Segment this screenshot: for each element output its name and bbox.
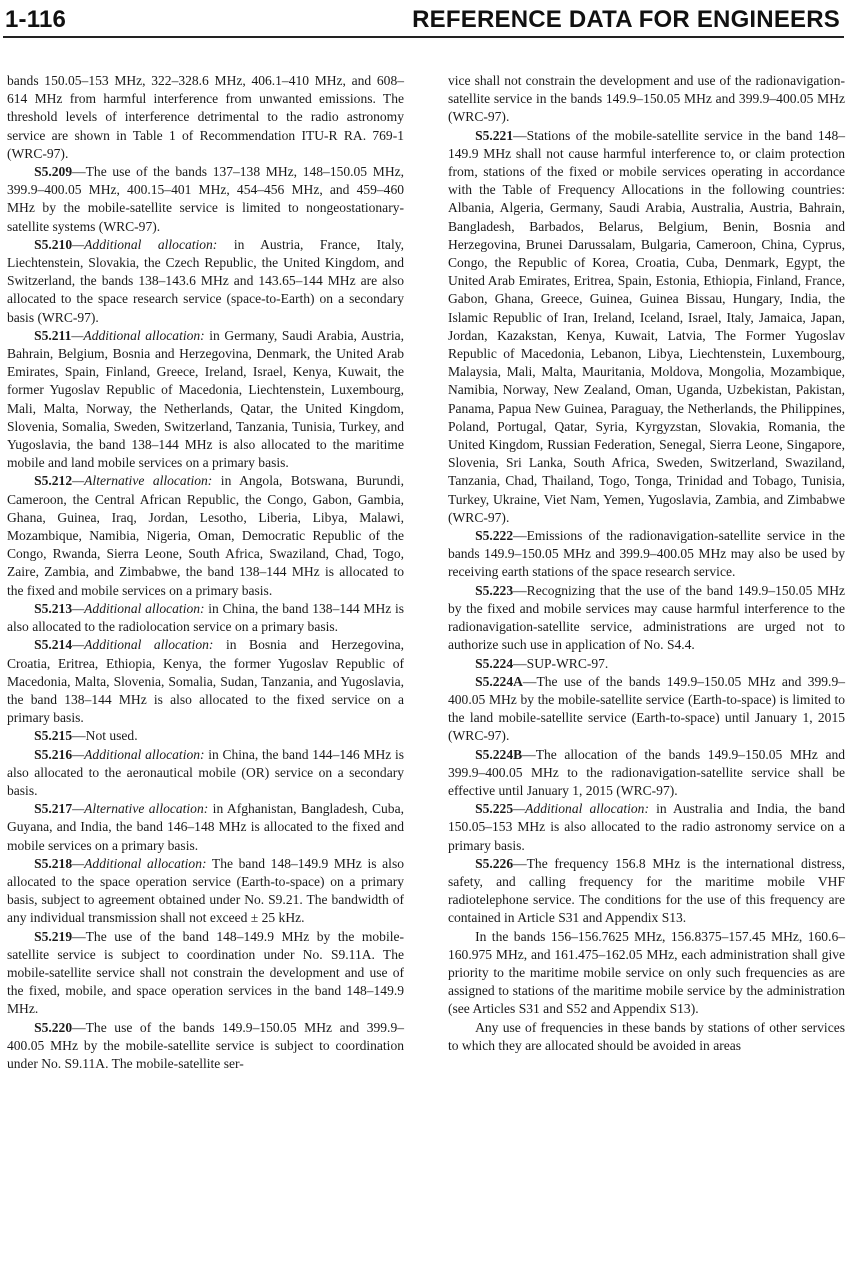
- paragraph: [448, 582, 845, 655]
- allocation-tag: —Additional allocation:: [72, 600, 205, 616]
- page-number: 1-116: [5, 6, 67, 33]
- provision-number: S5.209: [34, 164, 73, 180]
- running-title: REFERENCE DATA FOR ENGINEERS: [412, 6, 840, 33]
- paragraph: [448, 928, 845, 1019]
- provision-number: S5.216: [34, 746, 73, 762]
- page-header: [5, 0, 840, 34]
- left-column: [7, 72, 404, 1073]
- paragraph-text: in Germany, Saudi Arabia, Austria, Bahrain, Belgium, Bosnia and Herzegovina, Denmark, the United Arab Emirates, Spain, Finland, Greece, Ireland, Israel, Kenya, Kuwait, the former Yugoslav Republic of Macedonia, Liechtenstein, Luxembourg, Mali, Malta, Norway, the Netherlands, Qatar, the United Kingdom, Slovenia, Somalia, Sweden, Switzerland, Tanzania, Tunisia, Turkey, and Yugoslavia, the band 138–144 MHz is also allocated to the maritime mobile and land mobile services on a primary basis.: [7, 327, 404, 471]
- allocation-tag: —Additional allocation:: [513, 801, 649, 817]
- provision-number: S5.220: [34, 1019, 73, 1035]
- paragraph-text: —The allocation of the bands 149.9–150.05 MHz and 399.9–400.05 MHz to the radionavigation-satellite service shall be effective until January 1, 2015 (WRC-97).: [448, 746, 845, 798]
- paragraph: [7, 746, 404, 801]
- paragraph: [7, 236, 404, 327]
- provision-number: S5.213: [34, 600, 73, 616]
- paragraph: [7, 928, 404, 1019]
- allocation-tag: —Additional allocation:: [72, 855, 207, 871]
- paragraph: [448, 527, 845, 582]
- paragraph-text: Any use of frequencies in these bands by stations of other services to which they are allocated should be avoided in areas: [448, 1019, 845, 1053]
- paragraph: [7, 1019, 404, 1074]
- paragraph: [448, 746, 845, 801]
- provision-number: S5.223: [475, 582, 514, 598]
- paragraph: [448, 72, 845, 127]
- allocation-tag: —Additional allocation:: [71, 327, 205, 343]
- provision-number: S5.219: [34, 928, 73, 944]
- provision-number: S5.212: [34, 473, 73, 489]
- paragraph-text: —Recognizing that the use of the band 149.9–150.05 MHz by the fixed and mobile services may cause harmful interference to the radionavigation-satellite service, administrations are urged not to authorize such use in application of No. S4.4.: [448, 582, 845, 653]
- paragraph-text: —The frequency 156.8 MHz is the international distress, safety, and calling frequency for the maritime mobile VHF radiotelephone service. The conditions for the use of this frequency are contained in Article S31 and Appendix S13.: [448, 855, 845, 926]
- provision-number: S5.222: [475, 528, 514, 544]
- paragraph-text: in Afghanistan, Bangladesh, Cuba, Guyana, and India, the band 146–148 MHz is allocated to the fixed and mobile services on a primary basis.: [7, 801, 404, 853]
- provision-number: S5.217: [34, 801, 73, 817]
- paragraph: [7, 636, 404, 727]
- paragraph: [7, 800, 404, 855]
- allocation-tag: —Additional allocation:: [72, 746, 205, 762]
- allocation-tag: —Additional allocation:: [72, 236, 218, 252]
- paragraph-text: bands 150.05–153 MHz, 322–328.6 MHz, 406.1–410 MHz, and 608–614 MHz from harmful interference from unwanted emissions. The threshold levels of interference detrimental to the radio astronomy service are shown in Table 1 of Recommendation ITU-R RA. 769-1 (WRC-97).: [7, 73, 404, 161]
- paragraph-text: —Emissions of the radionavigation-satellite service in the bands 149.9–150.05 MHz and 399.9–400.05 MHz may also be used by receiving earth stations of the space research service.: [448, 528, 845, 580]
- paragraph: [7, 727, 404, 745]
- paragraph: [7, 855, 404, 928]
- provision-number: S5.215: [34, 728, 73, 744]
- paragraph-text: —The use of the band 148–149.9 MHz by the mobile-satellite service is subject to coordination under No. S9.11A. The mobile-satellite service shall not constrain the development and use of the fixed, mobile, and space operation services in the band 148–149.9 MHz.: [7, 928, 404, 1017]
- paragraph-text: in China, the band 138–144 MHz is also allocated to the radiolocation service on a primary basis.: [7, 600, 404, 635]
- provision-number: S5.225: [475, 801, 514, 817]
- paragraph: [7, 600, 404, 636]
- provision-number: S5.224B: [475, 746, 523, 762]
- provision-number: S5.210: [34, 236, 73, 252]
- paragraph: [7, 72, 404, 163]
- allocation-tag: —Alternative allocation:: [72, 801, 209, 817]
- paragraph: [448, 655, 845, 673]
- paragraph-text: in Bosnia and Herzegovina, Croatia, Eritrea, Ethiopia, Kenya, the former Yugoslav Republic of Macedonia, Malta, Slovenia, Somalia, Sudan, Tanzania, and Yugoslavia, the band 138–144 MHz is also allocated to the fixed service on a primary basis.: [7, 637, 404, 726]
- provision-number: S5.218: [34, 855, 73, 871]
- paragraph-text: vice shall not constrain the development and use of the radionavigation-satellite service in the bands 149.9–150.05 MHz and 399.9–400.05 MHz (WRC-97).: [448, 73, 845, 125]
- paragraph: [448, 1019, 845, 1055]
- provision-number: S5.224: [475, 655, 514, 671]
- paragraph: [448, 855, 845, 928]
- right-column: [448, 72, 845, 1055]
- provision-number: S5.214: [34, 637, 73, 653]
- paragraph-text: in Angola, Botswana, Burundi, Cameroon, the Central African Republic, the Congo, Gabon, Gambia, Ghana, Guinea, Iraq, Jordan, Lesotho, Liberia, Libya, Malawi, Mozambique, Namibia, Nigeria, Oman, Democratic Republic of the Congo, Rwanda, Sierra Leone, South Africa, Swaziland, Chad, Togo, Zaire, Zambia, and Zimbabwe, the band 138–144 MHz is allocated to the fixed and mobile services on a primary basis.: [7, 473, 404, 598]
- provision-number: S5.211: [34, 327, 72, 343]
- provision-number: S5.226: [475, 855, 514, 871]
- header-rule: [3, 36, 844, 38]
- paragraph: [448, 673, 845, 746]
- paragraph: [448, 800, 845, 855]
- paragraph-text: The band 148–149.9 MHz is also allocated to the space operation service (Earth-to-space) on a primary basis, subject to agreement obtained under No. S9.21. The bandwidth of any individual transmission shall not exceed ± 25 kHz.: [7, 855, 404, 926]
- allocation-tag: —Alternative allocation:: [72, 473, 213, 489]
- paragraph: [7, 472, 404, 599]
- provision-number: S5.221: [475, 127, 514, 143]
- paragraph-text: in China, the band 144–146 MHz is also allocated to the aeronautical mobile (OR) service on a secondary basis.: [7, 746, 404, 798]
- provision-number: S5.224A: [475, 673, 523, 689]
- paragraph-text: In the bands 156–156.7625 MHz, 156.8375–157.45 MHz, 160.6–160.975 MHz, and 161.475–162.05 MHz, each administration shall give priority to the maritime mobile service on only such frequencies as are assigned to stations of the maritime mobile service by the administration (see Articles S31 and S52 and Appendix S13).: [448, 928, 845, 1017]
- paragraph-text: in Australia and India, the band 150.05–153 MHz is also allocated to the radio astronomy service on a primary basis.: [448, 801, 845, 853]
- allocation-tag: —Additional allocation:: [72, 637, 214, 653]
- paragraph: [7, 327, 404, 473]
- paragraph: [7, 163, 404, 236]
- paragraph: [448, 127, 845, 527]
- paragraph-text: in Austria, France, Italy, Liechtenstein, Slovakia, the Czech Republic, the United Kingdom, and Switzerland, the bands 138–143.6 MHz and 143.65–144 MHz are also allocated to the space research service (space-to-Earth) on a secondary basis (WRC-97).: [7, 236, 404, 325]
- paragraph-text: —Not used.: [72, 728, 138, 744]
- paragraph-text: —SUP-WRC-97.: [513, 655, 609, 671]
- paragraph-text: —Stations of the mobile-satellite service in the band 148–149.9 MHz shall not cause harmful interference to, or claim protection from, stations of the fixed or mobile services operating in accordance with the Table of Frequency Allocations in the following countries: Albania, Algeria, Germany, Saudi Arabia, Australia, Austria, Bahrain, Bangladesh, Barbados, Belarus, Belgium, Benin, Bosnia and Herzegovina, Brunei Darussalam, Bulgaria, Cameroon, China, Cyprus, Congo, the Republic of Korea, Croatia, Cuba, Denmark, Egypt, the United Arab Emirates, Eritrea, Spain, Estonia, Ethiopia, Finland, France, Gabon, Ghana, Greece, Guinea, Guinea Bissau, Hungary, India, the Islamic Republic of Iran, Ireland, Iceland, Israel, Italy, Jamaica, Japan, Jordan, Kazakstan, Kenya, Kuwait, Latvia, The Former Yugoslav Republic of Macedonia, Lebanon, Libya, Liechtenstein, Luxembourg, Malaysia, Mali, Malta, Mauritania, Moldova, Mongolia, Mozambique, Namibia, Norway, New Zealand, Oman, Uganda, Uzbekistan, Pakistan, Panama, Papua New Guinea, Paraguay, the Netherlands, the Philippines, Poland, Portugal, Qatar, Syria, Kyrgyzstan, Slovakia, Romania, the United Kingdom, Russian Federation, Senegal, Sierra Leone, Singapore, Slovenia, Sri Lanka, South Africa, Sweden, Switzerland, Swaziland, Tanzania, Chad, Thailand, Togo, Tonga, Trinidad and Tobago, Tunisia, Turkey, Ukraine, Viet Nam, Yemen, Yugoslavia, Zambia, and Zimbabwe (WRC-97).: [448, 127, 845, 525]
- paragraph-text: —The use of the bands 137–138 MHz, 148–150.05 MHz, 399.9–400.05 MHz, 400.15–401 MHz, 454–456 MHz, and 459–460 MHz by the mobile-satellite service is limited to nongeostationary-satellite systems (WRC-97).: [7, 164, 404, 234]
- paragraph-text: —The use of the bands 149.9–150.05 MHz and 399.9–400.05 MHz by the mobile-satellite service (Earth-to-space) is limited to the land mobile-satellite service (Earth-to-space) until January 1, 2015 (WRC-97).: [448, 673, 845, 744]
- paragraph-text: —The use of the bands 149.9–150.05 MHz and 399.9–400.05 MHz by the mobile-satellite service is subject to coordination under No. S9.11A. The mobile-satellite ser-: [7, 1019, 404, 1071]
